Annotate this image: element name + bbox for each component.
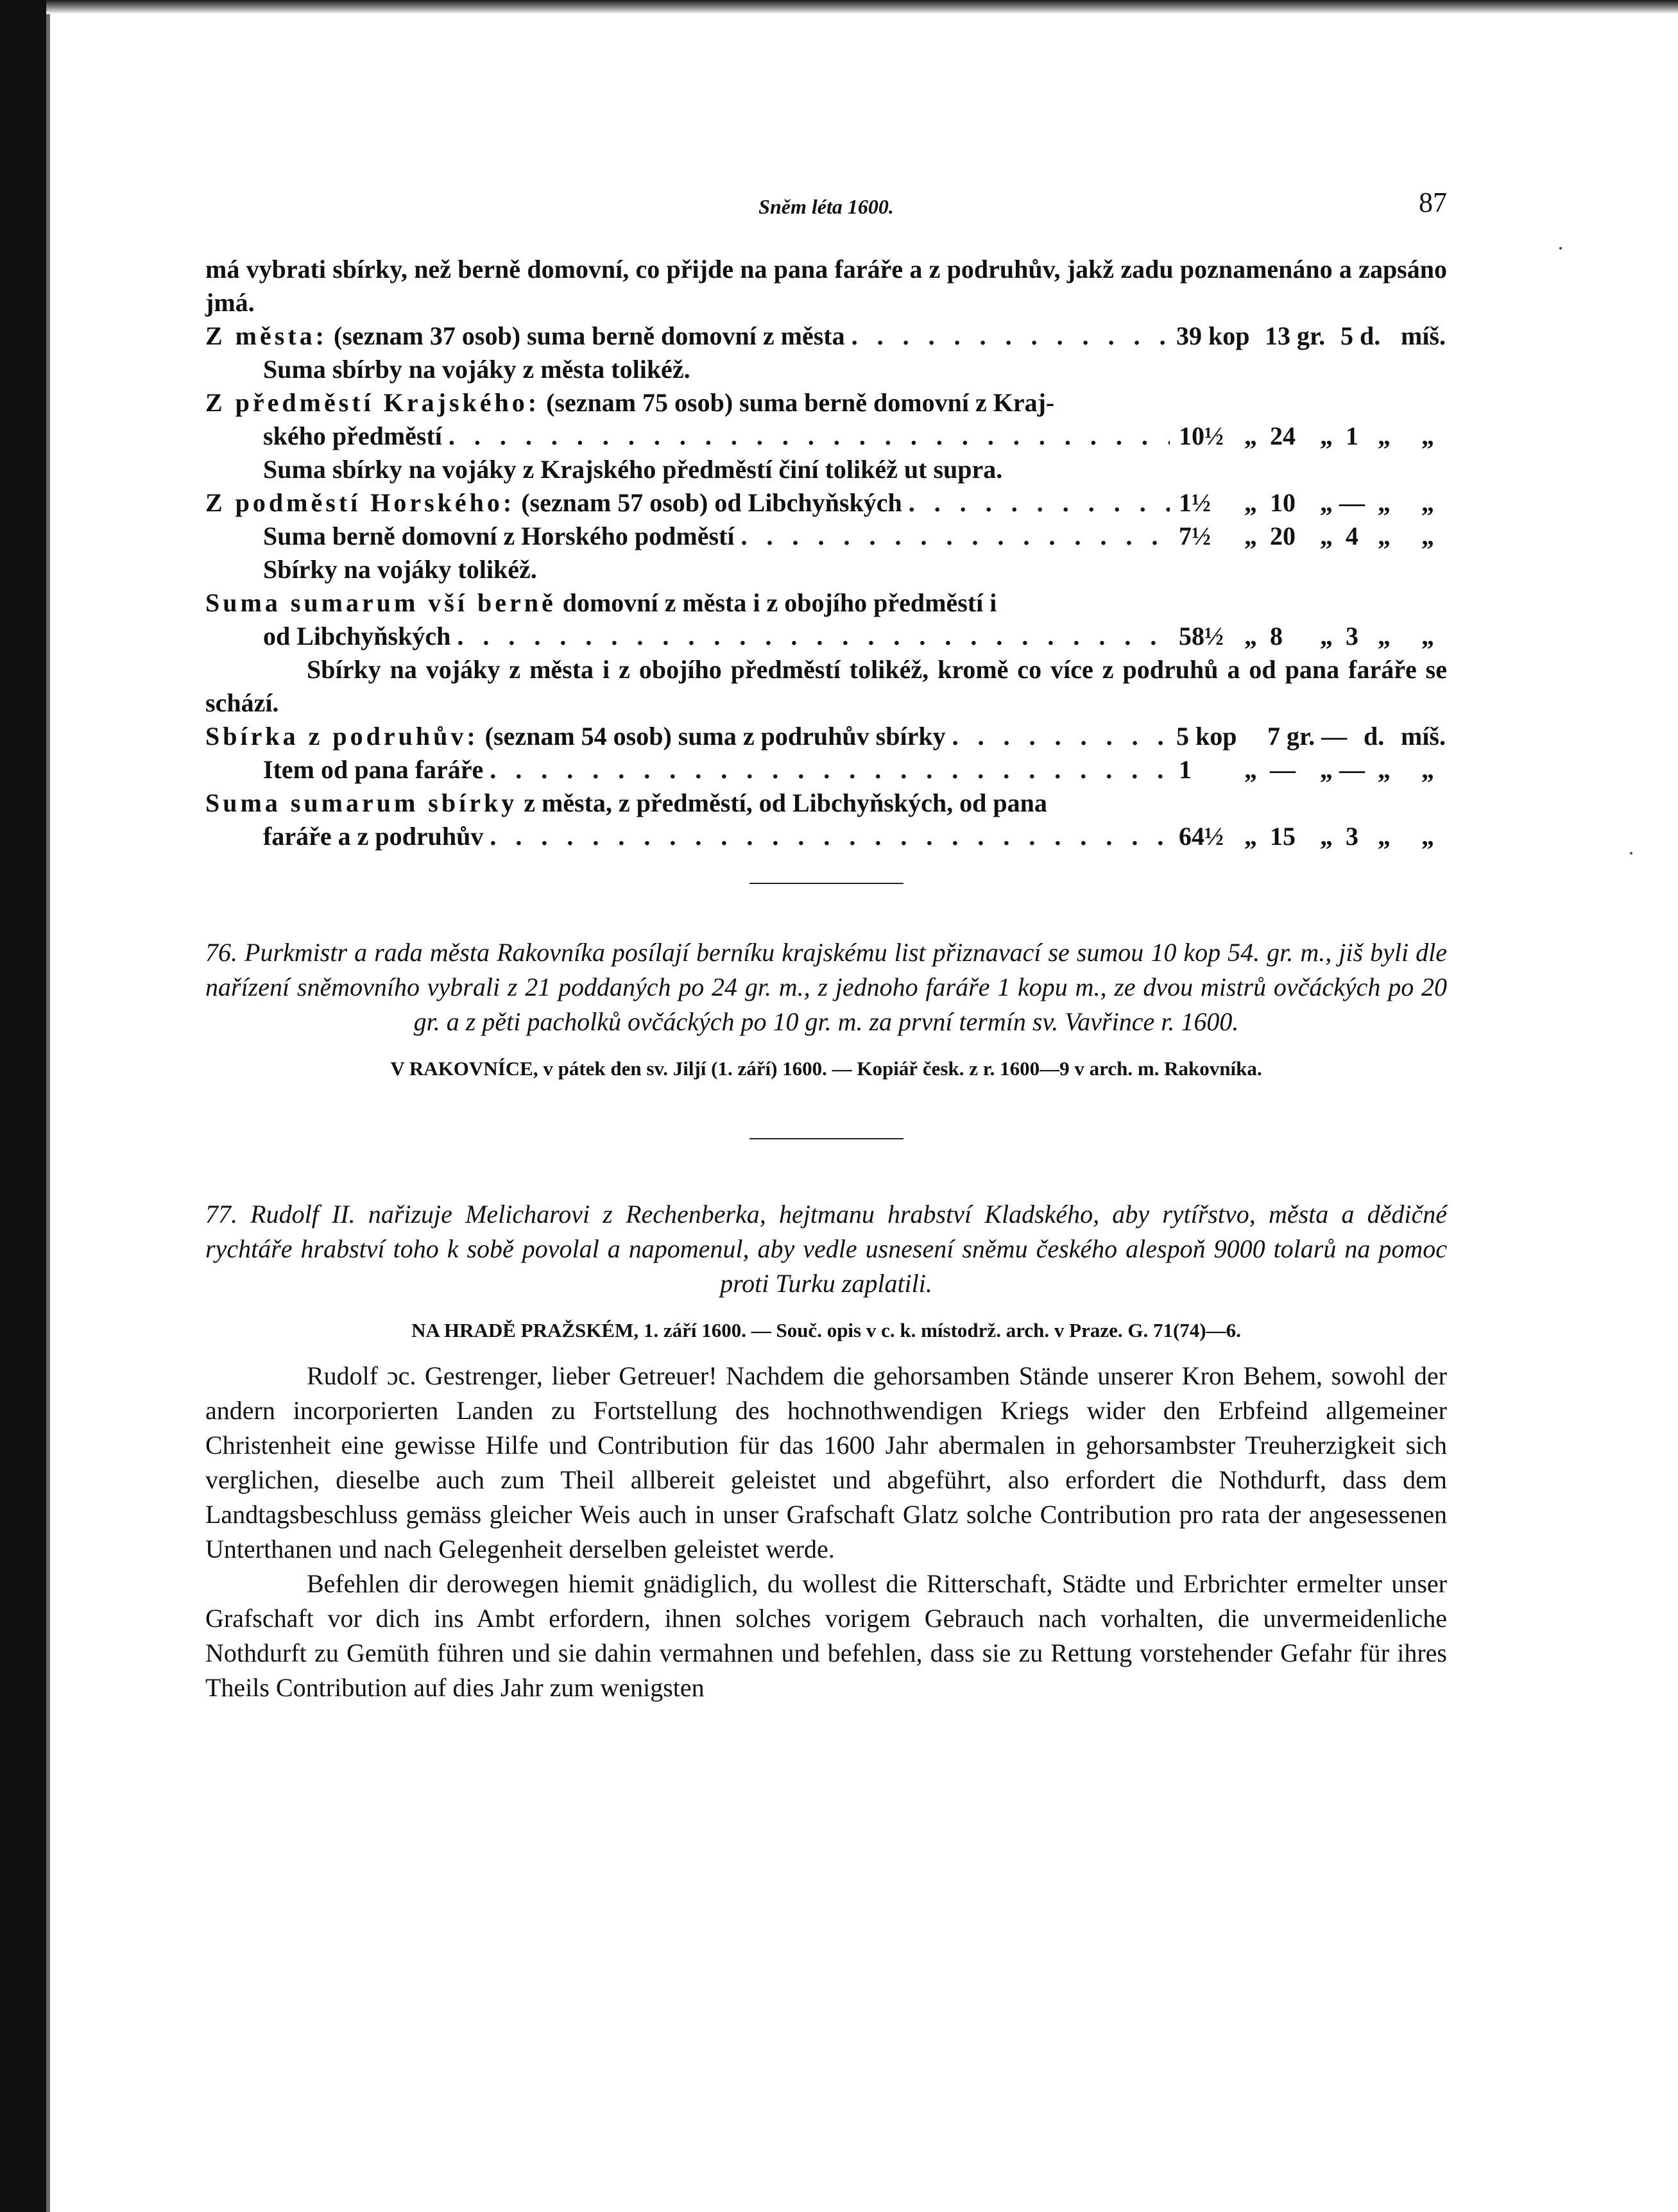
leader-dots bbox=[490, 820, 1170, 853]
amount-kop: 39 kop bbox=[1176, 321, 1250, 350]
ditto-mark: „ bbox=[1378, 622, 1391, 651]
ledger-note: Suma sbírky na vojáky z Krajského předměstí činí tolikéž ut supra. bbox=[263, 455, 1003, 484]
ditto-mark: „ — bbox=[1320, 755, 1365, 784]
ditto-mark: „ bbox=[1244, 755, 1257, 784]
body-paragraph: Befehlen dir derowegen hiemit gnädiglich, du wollest die Ritterschaft, Städte und Erbrichter ermelter unser Grafschaft vor dich ins Ambt erfordern, ihnen solches vorigem Gebrauch nach vorhalten, die unvermeidenliche Nothdurft zu Gemüth führen und sie dahin vermahnen und befehlen, dass sie zu Rettung vorstehender Gefahr für ihres Theils Contribution auf dies Jahr zum wenigsten bbox=[205, 1569, 1447, 1702]
amounts bbox=[1179, 620, 1447, 653]
ledger-row-podruhu bbox=[205, 720, 1447, 753]
amount-kop: 64½ bbox=[1179, 822, 1224, 851]
ledger-note: Sbírky na vojáky tolikéž. bbox=[263, 555, 537, 584]
entry-label: Z předměstí Krajského: bbox=[205, 388, 540, 417]
ledger-row-summa-sbirky-cont bbox=[205, 820, 1447, 853]
ditto-mark: „ bbox=[1378, 488, 1391, 517]
ledger-sbirky-note bbox=[205, 653, 1447, 720]
page bbox=[205, 186, 1447, 1705]
leader-dots bbox=[852, 319, 1167, 353]
amount-kop: 1 bbox=[1179, 755, 1192, 784]
ditto-mark: „ bbox=[1421, 622, 1434, 651]
entry-text: z města, z předměstí, od Libchyňských, od pana bbox=[524, 788, 1047, 817]
amount-kop: 58½ bbox=[1179, 622, 1224, 651]
ledger-row-horske bbox=[205, 486, 1447, 520]
amount-kop: 5 kop bbox=[1176, 722, 1237, 751]
ditto-mark: „ bbox=[1320, 822, 1333, 851]
section-rule bbox=[749, 1138, 903, 1139]
amount-kop: 1½ bbox=[1179, 488, 1211, 517]
ditto-mark: „ bbox=[1320, 421, 1333, 450]
amount-kop: 7½ bbox=[1179, 522, 1211, 550]
amounts bbox=[1179, 820, 1447, 853]
ledger-row-item bbox=[205, 753, 1447, 787]
entry-label: Suma sumarum vší berně bbox=[205, 588, 556, 617]
ditto-mark: „ bbox=[1421, 822, 1434, 851]
ledger-row-krajske bbox=[205, 386, 1447, 420]
leader-dots bbox=[449, 420, 1170, 453]
ditto-mark: „ bbox=[1244, 522, 1257, 550]
ledger-row-summa-sbirky bbox=[205, 787, 1447, 820]
entry-text: (seznam 54 osob) suma z podruhův sbírky bbox=[484, 722, 946, 751]
amount-kop: 10½ bbox=[1179, 421, 1224, 450]
doc-77-source: NA HRADĚ PRAŽSKÉM, 1. září 1600. — Souč. opis v c. k. místodrž. arch. v Praze. G. 71(74)—6. bbox=[411, 1319, 1241, 1341]
ditto-mark: „ bbox=[1421, 488, 1434, 517]
entry-label: Z podměstí Horského: bbox=[205, 488, 515, 517]
page-number: 87 bbox=[1419, 187, 1447, 218]
entry-text: (seznam 37 osob) suma berně domovní z města bbox=[333, 321, 845, 350]
leader-dots bbox=[457, 620, 1170, 653]
entry-text: faráře a z podruhův bbox=[263, 822, 484, 851]
scan-speck bbox=[1630, 852, 1632, 855]
entry-text: (seznam 75 osob) suma berně domovní z Kraj- bbox=[546, 388, 1055, 417]
entry-label: Sbírka z podruhův: bbox=[205, 722, 479, 751]
ditto-mark: „ — bbox=[1320, 488, 1365, 517]
amount-d: 5 d. bbox=[1340, 321, 1381, 350]
ditto-mark: „ bbox=[1244, 421, 1257, 450]
section-rule bbox=[749, 883, 903, 884]
amount-d: 4 bbox=[1346, 522, 1358, 550]
scan-speck bbox=[1559, 247, 1562, 250]
ditto-mark: „ bbox=[1244, 822, 1257, 851]
running-head bbox=[205, 186, 1447, 225]
amount-d: 3 bbox=[1346, 622, 1358, 651]
ditto-mark: „ bbox=[1421, 522, 1434, 550]
amount-gr: — bbox=[1270, 755, 1296, 784]
amount-gr: 7 gr. — bbox=[1267, 722, 1348, 751]
amount-gr: 24 bbox=[1270, 421, 1296, 450]
amount-gr: 10 bbox=[1270, 488, 1296, 517]
ditto-mark: „ bbox=[1320, 622, 1333, 651]
ditto-mark: „ bbox=[1244, 488, 1257, 517]
amounts bbox=[1176, 720, 1447, 753]
ledger-row-summa bbox=[205, 586, 1447, 620]
doc-77-body bbox=[205, 1359, 1447, 1705]
amount-d: 3 bbox=[1346, 822, 1358, 851]
amounts bbox=[1176, 319, 1447, 353]
ditto-mark: „ bbox=[1421, 421, 1434, 450]
amounts bbox=[1179, 753, 1447, 787]
entry-text: Suma berně domovní z Horského podměstí bbox=[263, 522, 735, 550]
ditto-mark: „ bbox=[1378, 755, 1391, 784]
amounts bbox=[1179, 420, 1447, 453]
ledger-row-mesta bbox=[205, 319, 1447, 353]
leader-dots bbox=[490, 753, 1170, 787]
amounts bbox=[1179, 486, 1447, 520]
ledger-row-horske-suma bbox=[205, 520, 1447, 553]
amount-d: d. bbox=[1364, 722, 1385, 751]
ledger-note: Sbírky na vojáky z města i z obojího předměstí tolikéž, kromě co více z podruhů a od pana faráře se schází. bbox=[205, 655, 1447, 717]
ledger-row-krajske-cont bbox=[205, 420, 1447, 453]
amount-gr: 8 bbox=[1270, 622, 1283, 651]
scan-border-top bbox=[46, 0, 1678, 14]
entry-text: Item od pana faráře bbox=[263, 755, 484, 784]
scan-border-left bbox=[0, 0, 46, 2212]
ledger-note: Suma sbírby na vojáky z města tolikéž. bbox=[263, 355, 690, 384]
amount-gr: 20 bbox=[1270, 522, 1296, 550]
entry-text: (seznam 57 osob) od Libchyňských bbox=[521, 488, 902, 517]
entry-text: ského předměstí bbox=[263, 421, 442, 450]
amount-gr: 15 bbox=[1270, 822, 1296, 851]
ditto-mark: „ bbox=[1378, 421, 1391, 450]
leader-dots bbox=[909, 486, 1170, 520]
entry-text: od Libchyňských bbox=[263, 622, 451, 651]
doc-76-summary: 76. Purkmistr a rada města Rakovníka posílají berníku krajskému list přiznavací se sumou 10 kop 54. gr. m., jiš byli dle nařízení sněmovního vybrali z 21 poddaných po 24 gr. m., z jednoho faráře 1 kopu m., ze dvou mistrů ovčáckých po 20 gr. a z pěti pacholků ovčáckých po 10 gr. m. za první termín sv. Vavřince r. 1600. bbox=[205, 938, 1447, 1036]
ditto-mark: „ bbox=[1421, 755, 1434, 784]
doc-77-summary: 77. Rudolf II. nařizuje Melicharovi z Rechenberka, hejtmanu hrabství Kladského, aby rytířstvo, města a dědičné rychtáře hrabství toho k sobě povolal a napomenul, aby vedle usnesení sněmu českého alespoň 9000 tolarů na pomoc proti Turku zaplatili. bbox=[205, 1200, 1447, 1298]
amounts bbox=[1179, 520, 1447, 553]
ditto-mark: „ bbox=[1244, 622, 1257, 651]
amount-mis: míš. bbox=[1401, 722, 1446, 751]
intro-paragraph: má vybrati sbírky, než berně domovní, co přijde na pana faráře a z podruhův, jakž zadu poznamenáno a zapsáno jmá. bbox=[205, 255, 1447, 317]
entry-text: domovní z města i z obojího předměstí i bbox=[562, 588, 997, 617]
amount-gr: 13 gr. bbox=[1265, 321, 1326, 350]
running-title: Sněm léta 1600. bbox=[758, 195, 894, 218]
entry-label: Z města: bbox=[205, 321, 327, 350]
amount-d: 1 bbox=[1346, 421, 1358, 450]
ditto-mark: „ bbox=[1378, 522, 1391, 550]
ditto-mark: „ bbox=[1320, 522, 1333, 550]
scan-border-shadow bbox=[46, 0, 50, 2212]
ditto-mark: „ bbox=[1378, 822, 1391, 851]
leader-dots bbox=[952, 720, 1167, 753]
entry-label: Suma sumarum sbírky bbox=[205, 788, 518, 817]
doc-76-source: V RAKOVNÍCE, v pátek den sv. Jiljí (1. září) 1600. — Kopiář česk. z r. 1600—9 v arch. m. Rakovníka. bbox=[390, 1057, 1262, 1080]
body-paragraph: Rudolf ɔc. Gestrenger, lieber Getreuer! Nachdem die gehorsamben Stände unserer Kron Behem, sowohl der andern incorporierten Landen zu Fortstellung des hochnothwendigen Kriegs wider den Erbfeind allgemeiner Christenheit eine gewisse Hilfe und Contribution für das 1600 Jahr abermalen in gehorsambster Treuherzigkeit sich verglichen, dieselbe auch zum Theil allbereit geleistet und abgeführt, also erfordert die Nothdurft, dass dem Landtagsbeschluss gemäss gleicher Weis auch in unser Grafschaft Glatz solche Contribution pro rata der angesessenen Unterthanen und nach Gelegenheit derselben geleistet werde. bbox=[205, 1361, 1447, 1563]
ledger-row-summa-cont bbox=[205, 620, 1447, 653]
leader-dots bbox=[741, 520, 1170, 553]
amount-mis: míš. bbox=[1401, 321, 1446, 350]
